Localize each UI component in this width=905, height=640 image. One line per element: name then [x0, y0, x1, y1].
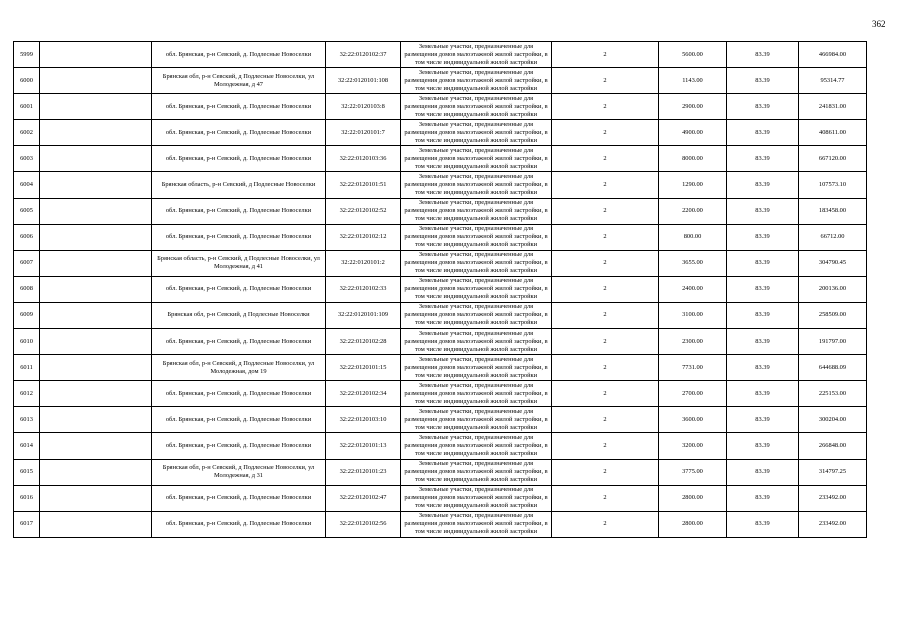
row-spacer — [40, 120, 152, 146]
table-row — [14, 68, 867, 94]
row-address: обл. Брянская, р-н Севский, д. Подлесные Новоселки — [152, 224, 326, 250]
row-cadastral-value: 266848.00 — [799, 433, 867, 459]
row-address: обл. Брянская, р-н Севский, д. Подлесные Новоселки — [152, 511, 326, 537]
row-area: 8000.00 — [659, 146, 727, 172]
table-row — [14, 120, 867, 146]
row-group: 2 — [552, 68, 659, 94]
row-cadastral-number: 32:22:0120101:108 — [326, 68, 401, 94]
row-area: 4900.00 — [659, 120, 727, 146]
row-number: 6000 — [14, 68, 40, 94]
table-row — [14, 381, 867, 407]
row-area: 800.00 — [659, 224, 727, 250]
row-rate: 83.39 — [727, 94, 799, 120]
row-spacer — [40, 459, 152, 485]
row-address: обл. Брянская, р-н Севский, д. Подлесные Новоселки — [152, 407, 326, 433]
row-cadastral-number: 32:22:0120101:51 — [326, 172, 401, 198]
row-spacer — [40, 485, 152, 511]
row-land-use: Земельные участки, предназначенные для размещения домов малоэтажной жилой застройки, в том числе индивидуальной жилой застройки — [401, 68, 552, 94]
row-cadastral-value: 200136.00 — [799, 276, 867, 302]
row-number: 6005 — [14, 198, 40, 224]
row-cadastral-value: 233492.00 — [799, 511, 867, 537]
table-row — [14, 250, 867, 276]
row-land-use: Земельные участки, предназначенные для размещения домов малоэтажной жилой застройки, в том числе индивидуальной жилой застройки — [401, 407, 552, 433]
row-address: Брянская обл, р-н Севский, д Подлесные Новоселки, ул Молодежная, д 31 — [152, 459, 326, 485]
table-row — [14, 146, 867, 172]
row-group: 2 — [552, 224, 659, 250]
page-number: 362 — [872, 19, 886, 29]
land-registry-table — [13, 41, 867, 538]
row-rate: 83.39 — [727, 276, 799, 302]
row-address: обл. Брянская, р-н Севский, д. Подлесные Новоселки — [152, 433, 326, 459]
row-cadastral-value: 191797.00 — [799, 329, 867, 355]
row-group: 2 — [552, 94, 659, 120]
row-address: обл. Брянская, р-н Севский, д. Подлесные Новоселки — [152, 94, 326, 120]
row-spacer — [40, 224, 152, 250]
row-number: 6013 — [14, 407, 40, 433]
row-group: 2 — [552, 433, 659, 459]
row-cadastral-value: 304790.45 — [799, 250, 867, 276]
row-cadastral-value: 644688.09 — [799, 355, 867, 381]
row-area: 1143.00 — [659, 68, 727, 94]
row-area: 2900.00 — [659, 94, 727, 120]
row-address: обл. Брянская, р-н Севский, д. Подлесные Новоселки — [152, 146, 326, 172]
row-cadastral-value: 300204.00 — [799, 407, 867, 433]
row-area: 3100.00 — [659, 302, 727, 328]
row-cadastral-value: 233492.00 — [799, 485, 867, 511]
row-address: обл. Брянская, р-н Севский, д. Подлесные Новоселки — [152, 42, 326, 68]
row-rate: 83.39 — [727, 198, 799, 224]
row-address: Брянская обл, р-н Севский, д Подлесные Новоселки — [152, 302, 326, 328]
row-cadastral-number: 32:22:0120103:10 — [326, 407, 401, 433]
row-group: 2 — [552, 146, 659, 172]
row-rate: 83.39 — [727, 329, 799, 355]
row-cadastral-number: 32:22:0120102:37 — [326, 42, 401, 68]
row-group: 2 — [552, 355, 659, 381]
row-spacer — [40, 250, 152, 276]
row-cadastral-number: 32:22:0120102:52 — [326, 198, 401, 224]
row-group: 2 — [552, 42, 659, 68]
row-spacer — [40, 198, 152, 224]
row-cadastral-number: 32:22:0120103:8 — [326, 94, 401, 120]
row-cadastral-value: 107573.10 — [799, 172, 867, 198]
row-land-use: Земельные участки, предназначенные для размещения домов малоэтажной жилой застройки, в том числе индивидуальной жилой застройки — [401, 459, 552, 485]
row-cadastral-number: 32:22:0120101:23 — [326, 459, 401, 485]
row-spacer — [40, 511, 152, 537]
row-group: 2 — [552, 407, 659, 433]
row-spacer — [40, 433, 152, 459]
row-number: 6010 — [14, 329, 40, 355]
table-row — [14, 407, 867, 433]
row-rate: 83.39 — [727, 302, 799, 328]
table-row — [14, 433, 867, 459]
row-land-use: Земельные участки, предназначенные для размещения домов малоэтажной жилой застройки, в том числе индивидуальной жилой застройки — [401, 302, 552, 328]
row-number: 6001 — [14, 94, 40, 120]
row-rate: 83.39 — [727, 381, 799, 407]
row-rate: 83.39 — [727, 433, 799, 459]
row-spacer — [40, 407, 152, 433]
row-spacer — [40, 302, 152, 328]
row-number: 6003 — [14, 146, 40, 172]
row-cadastral-number: 32:22:0120101:13 — [326, 433, 401, 459]
row-group: 2 — [552, 302, 659, 328]
row-cadastral-value: 408611.00 — [799, 120, 867, 146]
row-group: 2 — [552, 459, 659, 485]
row-land-use: Земельные участки, предназначенные для размещения домов малоэтажной жилой застройки, в том числе индивидуальной жилой застройки — [401, 146, 552, 172]
row-land-use: Земельные участки, предназначенные для размещения домов малоэтажной жилой застройки, в том числе индивидуальной жилой застройки — [401, 276, 552, 302]
row-rate: 83.39 — [727, 485, 799, 511]
row-cadastral-value: 95314.77 — [799, 68, 867, 94]
row-number: 6007 — [14, 250, 40, 276]
row-spacer — [40, 381, 152, 407]
row-address: обл. Брянская, р-н Севский, д. Подлесные Новоселки — [152, 381, 326, 407]
row-area: 3775.00 — [659, 459, 727, 485]
row-number: 6014 — [14, 433, 40, 459]
row-rate: 83.39 — [727, 224, 799, 250]
table-row — [14, 42, 867, 68]
row-address: обл. Брянская, р-н Севский, д. Подлесные Новоселки — [152, 329, 326, 355]
row-number: 6012 — [14, 381, 40, 407]
table-row — [14, 459, 867, 485]
row-rate: 83.39 — [727, 120, 799, 146]
row-cadastral-value: 314797.25 — [799, 459, 867, 485]
row-number: 6002 — [14, 120, 40, 146]
row-cadastral-value: 66712.00 — [799, 224, 867, 250]
row-cadastral-number: 32:22:0120101:7 — [326, 120, 401, 146]
row-cadastral-number: 32:22:0120103:36 — [326, 146, 401, 172]
row-address: Брянская обл, р-н Севский, д Подлесные Новоселки, ул Молодежная, д 47 — [152, 68, 326, 94]
row-land-use: Земельные участки, предназначенные для размещения домов малоэтажной жилой застройки, в том числе индивидуальной жилой застройки — [401, 433, 552, 459]
row-cadastral-value: 258509.00 — [799, 302, 867, 328]
row-land-use: Земельные участки, предназначенные для размещения домов малоэтажной жилой застройки, в том числе индивидуальной жилой застройки — [401, 120, 552, 146]
row-rate: 83.39 — [727, 68, 799, 94]
table-row — [14, 94, 867, 120]
row-land-use: Земельные участки, предназначенные для размещения домов малоэтажной жилой застройки, в том числе индивидуальной жилой застройки — [401, 381, 552, 407]
row-spacer — [40, 355, 152, 381]
row-area: 3200.00 — [659, 433, 727, 459]
row-cadastral-number: 32:22:0120101:109 — [326, 302, 401, 328]
row-area: 2800.00 — [659, 511, 727, 537]
row-number: 6008 — [14, 276, 40, 302]
row-rate: 83.39 — [727, 172, 799, 198]
row-land-use: Земельные участки, предназначенные для размещения домов малоэтажной жилой застройки, в том числе индивидуальной жилой застройки — [401, 329, 552, 355]
row-area: 3600.00 — [659, 407, 727, 433]
row-cadastral-number: 32:22:0120101:15 — [326, 355, 401, 381]
table-row — [14, 224, 867, 250]
row-rate: 83.39 — [727, 407, 799, 433]
row-cadastral-number: 32:22:0120102:34 — [326, 381, 401, 407]
row-group: 2 — [552, 381, 659, 407]
row-group: 2 — [552, 198, 659, 224]
row-number: 6016 — [14, 485, 40, 511]
table-row — [14, 355, 867, 381]
row-land-use: Земельные участки, предназначенные для размещения домов малоэтажной жилой застройки, в том числе индивидуальной жилой застройки — [401, 172, 552, 198]
row-address: Брянская обл, р-н Севский, д Подлесные Новоселки, ул Молодежная, дом 19 — [152, 355, 326, 381]
row-number: 6004 — [14, 172, 40, 198]
row-spacer — [40, 68, 152, 94]
row-rate: 83.39 — [727, 459, 799, 485]
row-land-use: Земельные участки, предназначенные для размещения домов малоэтажной жилой застройки, в том числе индивидуальной жилой застройки — [401, 485, 552, 511]
row-rate: 83.39 — [727, 355, 799, 381]
row-cadastral-value: 183458.00 — [799, 198, 867, 224]
row-address: обл. Брянская, р-н Севский, д. Подлесные Новоселки — [152, 120, 326, 146]
row-group: 2 — [552, 276, 659, 302]
row-cadastral-number: 32:22:0120102:47 — [326, 485, 401, 511]
row-spacer — [40, 172, 152, 198]
row-group: 2 — [552, 120, 659, 146]
row-land-use: Земельные участки, предназначенные для размещения домов малоэтажной жилой застройки, в том числе индивидуальной жилой застройки — [401, 250, 552, 276]
row-land-use: Земельные участки, предназначенные для размещения домов малоэтажной жилой застройки, в том числе индивидуальной жилой застройки — [401, 94, 552, 120]
row-number: 6017 — [14, 511, 40, 537]
row-cadastral-number: 32:22:0120102:56 — [326, 511, 401, 537]
row-area: 7731.00 — [659, 355, 727, 381]
table-row — [14, 198, 867, 224]
table-row — [14, 172, 867, 198]
row-cadastral-number: 32:22:0120102:33 — [326, 276, 401, 302]
row-area: 2400.00 — [659, 276, 727, 302]
row-land-use: Земельные участки, предназначенные для размещения домов малоэтажной жилой застройки, в том числе индивидуальной жилой застройки — [401, 355, 552, 381]
table-row — [14, 485, 867, 511]
row-land-use: Земельные участки, предназначенные для размещения домов малоэтажной жилой застройки, в том числе индивидуальной жилой застройки — [401, 42, 552, 68]
row-group: 2 — [552, 329, 659, 355]
row-land-use: Земельные участки, предназначенные для размещения домов малоэтажной жилой застройки, в том числе индивидуальной жилой застройки — [401, 511, 552, 537]
row-rate: 83.39 — [727, 146, 799, 172]
row-number: 5999 — [14, 42, 40, 68]
row-cadastral-number: 32:22:0120102:12 — [326, 224, 401, 250]
row-spacer — [40, 94, 152, 120]
row-cadastral-value: 466984.00 — [799, 42, 867, 68]
row-address: обл. Брянская, р-н Севский, д. Подлесные Новоселки — [152, 198, 326, 224]
row-cadastral-value: 241831.00 — [799, 94, 867, 120]
row-address: обл. Брянская, р-н Севский, д. Подлесные Новоселки — [152, 485, 326, 511]
row-area: 3655.00 — [659, 250, 727, 276]
row-address: Брянская область, р-н Севский, д Подлесные Новоселки — [152, 172, 326, 198]
row-area: 2700.00 — [659, 381, 727, 407]
row-number: 6011 — [14, 355, 40, 381]
row-address: Брянская область, р-н Севский, д Подлесные Новоселки, ул Молодежная, д 41 — [152, 250, 326, 276]
row-number: 6009 — [14, 302, 40, 328]
row-cadastral-value: 225153.00 — [799, 381, 867, 407]
row-rate: 83.39 — [727, 511, 799, 537]
row-area: 2200.00 — [659, 198, 727, 224]
row-rate: 83.39 — [727, 42, 799, 68]
row-spacer — [40, 42, 152, 68]
table-row — [14, 276, 867, 302]
row-land-use: Земельные участки, предназначенные для размещения домов малоэтажной жилой застройки, в том числе индивидуальной жилой застройки — [401, 198, 552, 224]
row-address: обл. Брянская, р-н Севский, д. Подлесные Новоселки — [152, 276, 326, 302]
row-area: 2800.00 — [659, 485, 727, 511]
table-row — [14, 329, 867, 355]
row-land-use: Земельные участки, предназначенные для размещения домов малоэтажной жилой застройки, в том числе индивидуальной жилой застройки — [401, 224, 552, 250]
row-group: 2 — [552, 250, 659, 276]
row-spacer — [40, 329, 152, 355]
row-cadastral-number: 32:22:0120102:28 — [326, 329, 401, 355]
row-number: 6006 — [14, 224, 40, 250]
row-group: 2 — [552, 485, 659, 511]
table-row — [14, 302, 867, 328]
row-group: 2 — [552, 511, 659, 537]
row-area: 2300.00 — [659, 329, 727, 355]
row-group: 2 — [552, 172, 659, 198]
row-rate: 83.39 — [727, 250, 799, 276]
row-cadastral-value: 667120.00 — [799, 146, 867, 172]
row-area: 5600.00 — [659, 42, 727, 68]
table-row — [14, 511, 867, 537]
row-cadastral-number: 32:22:0120101:2 — [326, 250, 401, 276]
row-area: 1290.00 — [659, 172, 727, 198]
row-number: 6015 — [14, 459, 40, 485]
row-spacer — [40, 146, 152, 172]
row-spacer — [40, 276, 152, 302]
